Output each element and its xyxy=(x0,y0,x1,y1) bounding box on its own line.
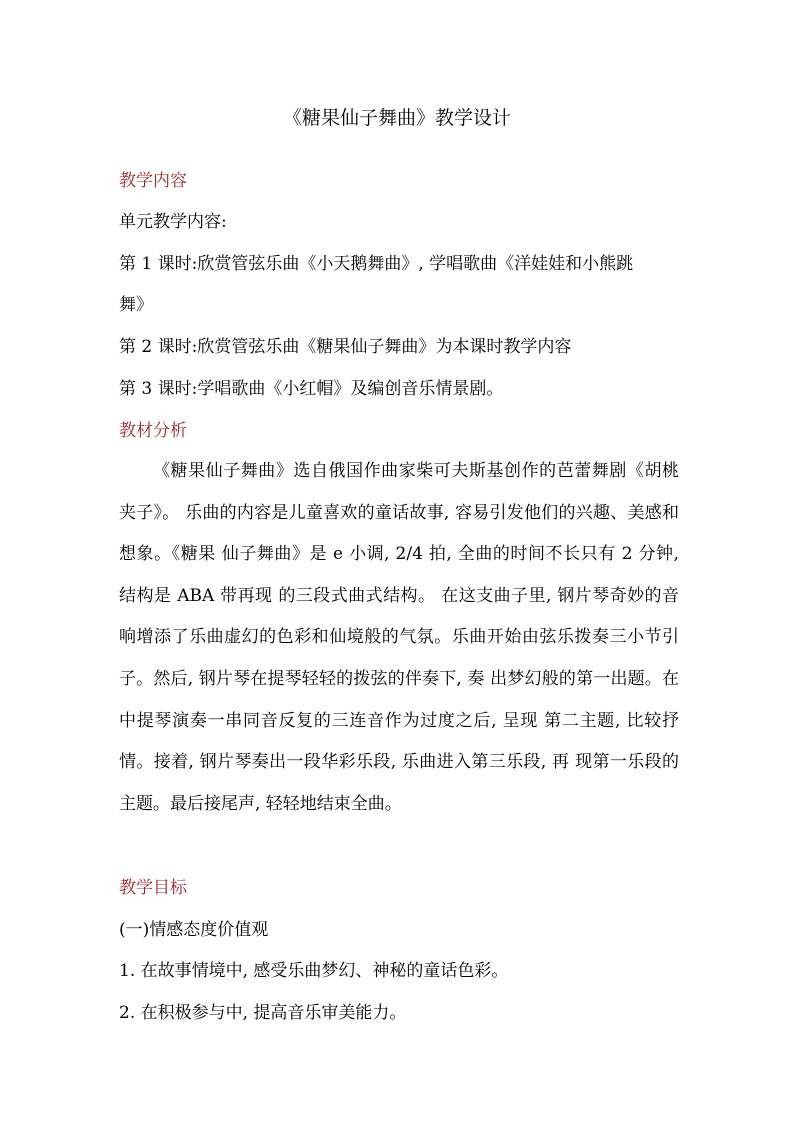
goal-subheading-emotion: (一)情感态度价值观 xyxy=(119,920,269,940)
unit-content-label: 单元教学内容: xyxy=(119,212,227,232)
lesson-3: 第 3 课时:学唱歌曲《小红帽》及编创音乐情景剧。 xyxy=(119,379,504,399)
section-heading-teaching-goals: 教学目标 xyxy=(119,878,187,898)
material-analysis-paragraph: 《糖果仙子舞曲》选自俄国作曲家柴可夫斯基创作的芭蕾舞剧《胡桃夹子》。 乐曲的内容是儿童喜欢的童话故事, 容易引发他们的兴趣、美感和想象。《糖果 仙子舞曲》是 e 小调, 2/4 拍, 全曲的时间不长只有 2 分钟, 结构是 ABA 带再现 的三段式曲式结构。 在这支曲子里, 钢片琴奇妙的音响增添了乐曲虚幻的色彩和仙境般的气氛。乐曲开始由弦乐拨奏三小节引子。然后, 钢片琴在提琴轻轻的拨弦的伴奏下, 奏 出梦幻般的第一出题。在中提琴演奏一串同音反复的三连音作为过度之后, 呈现 第二主题, 比较抒情。接着, 钢片琴奏出一段华彩乐段, 乐曲进入第三乐段, 再 现第一乐段的主题。最后接尾声, 轻轻地结束全曲。 xyxy=(119,461,679,814)
lesson-1-line-2: 舞》 xyxy=(119,295,153,315)
lesson-1-line-1: 第 1 课时:欣赏管弦乐曲《小天鹅舞曲》, 学唱歌曲《洋娃娃和小熊跳 xyxy=(119,254,634,274)
goal-item-2: 2. 在积极参与中, 提高音乐审美能力。 xyxy=(119,1003,407,1023)
section-heading-material-analysis: 教材分析 xyxy=(119,421,187,441)
document-title: 《糖果仙子舞曲》教学设计 xyxy=(282,107,511,129)
section-heading-teaching-content: 教学内容 xyxy=(119,171,187,191)
lesson-2: 第 2 课时:欣赏管弦乐曲《糖果仙子舞曲》为本课时教学内容 xyxy=(119,337,572,357)
goal-item-1: 1. 在故事情境中, 感受乐曲梦幻、神秘的童话色彩。 xyxy=(119,961,509,981)
